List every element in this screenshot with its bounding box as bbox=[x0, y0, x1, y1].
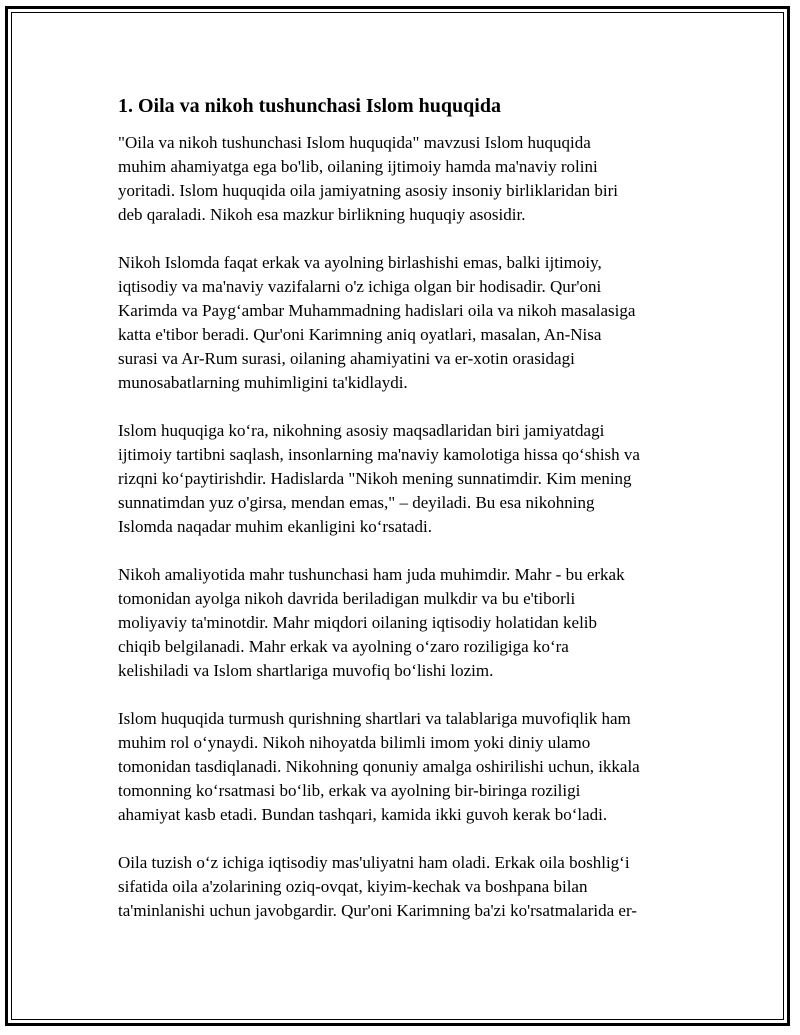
document-body bbox=[118, 93, 698, 947]
paragraph: Islom huquqiga koʻra, nikohning asosiy maqsadlaridan biri jamiyatdagi ijtimoiy tartibni saqlash, insonlarning ma'naviy kamolotiga hissa qoʻshish va rizqni koʻpaytirishdir. Hadislarda "Nikoh mening sunnatimdir. Kim mening sunnatimdan yuz o'girsa, mendan emas," – deyiladi. Bu esa nikohning Islomda naqadar muhim ekanligini koʻrsatadi. bbox=[118, 421, 640, 536]
paragraph: Oila tuzish oʻz ichiga iqtisodiy mas'uliyatni ham oladi. Erkak oila boshligʻi sifatida oila a'zolarining oziq-ovqat, kiyim-kechak va boshpana bilan ta'minlanishi uchun javobgardir. Qur'oni Karimning ba'zi ko'rsatmalarida er- bbox=[118, 853, 637, 920]
paragraph: "Oila va nikoh tushunchasi Islom huquqida" mavzusi Islom huquqida muhim ahamiyatga ega bo'lib, oilaning ijtimoiy hamda ma'naviy rolini yoritadi. Islom huquqida oila jamiyatning asosiy insoniy birliklaridan biri deb qaraladi. Nikoh esa mazkur birlikning huquqiy asosidir. bbox=[118, 133, 619, 224]
section-title: 1. Oila va nikoh tushunchasi Islom huquqida bbox=[118, 95, 501, 117]
paragraph: Islom huquqida turmush qurishning shartlari va talablariga muvofiqlik ham muhim rol oʻynaydi. Nikoh nihoyatda bilimli imom yoki diniy ulamo tomonidan tasdiqlanadi. Nikohning qonuniy amalga oshirilishi uchun, ikkala tomonning koʻrsatmasi boʻlib, erkak va ayolning bir-biringa roziligi ahamiyat kasb etadi. Bundan tashqari, kamida ikki guvoh kerak boʻladi. bbox=[118, 709, 640, 824]
paragraph: Nikoh Islomda faqat erkak va ayolning birlashishi emas, balki ijtimoiy, iqtisodiy va ma'naviy vazifalarni o'z ichiga olgan bir hodisadir. Qur'oni Karimda va Paygʻambar Muhammadning hadislari oila va nikoh masalasiga katta e'tibor beradi. Qur'oni Karimning aniq oyatlari, masalan, An-Nisa surasi va Ar-Rum surasi, oilaning ahamiyatini va er-xotin orasidagi munosabatlarning muhimligini ta'kidlaydi. bbox=[118, 253, 636, 392]
paragraph: Nikoh amaliyotida mahr tushunchasi ham juda muhimdir. Mahr - bu erkak tomonidan ayolga nikoh davrida beriladigan mulkdir va bu e'tiborli moliyaviy ta'minotdir. Mahr miqdori oilaning iqtisodiy holatidan kelib chiqib belgilanadi. Mahr erkak va ayolning oʻzaro roziligiga koʻra kelishiladi va Islom shartlariga muvofiq boʻlishi lozim. bbox=[118, 565, 625, 680]
